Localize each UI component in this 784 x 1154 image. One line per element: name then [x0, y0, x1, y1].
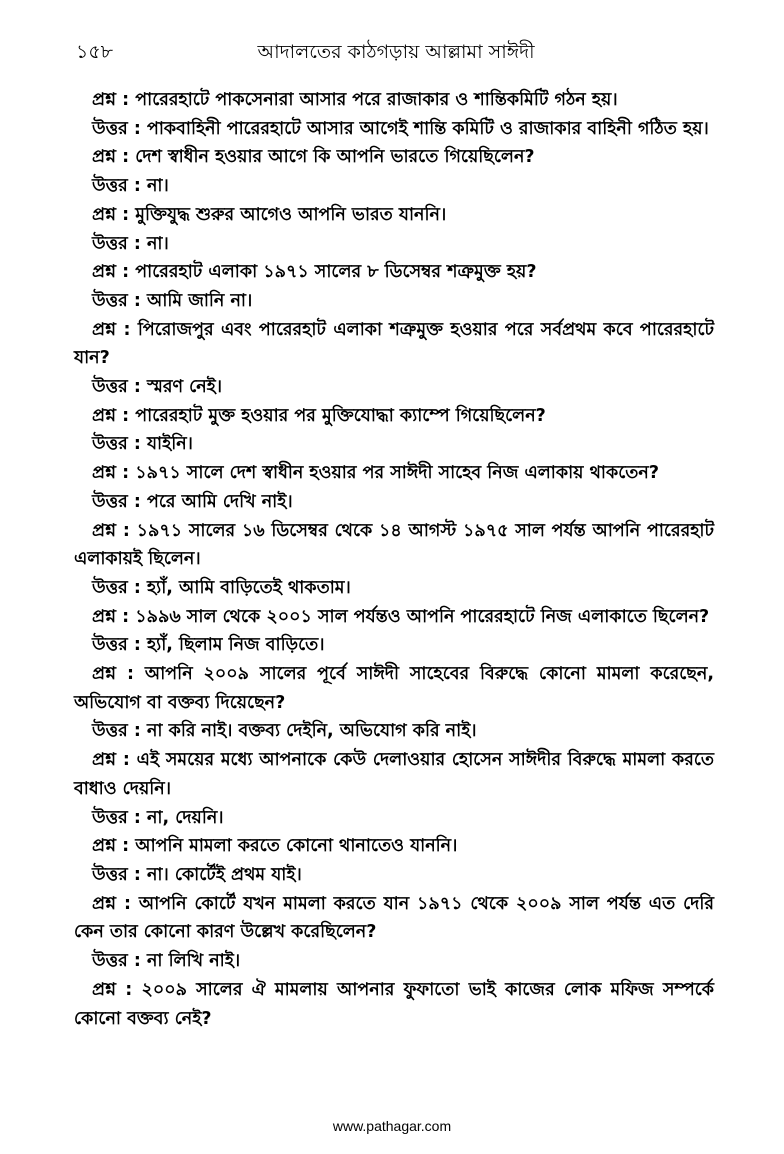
answer-line [74, 717, 714, 746]
speaker-label: উত্তর : [92, 951, 141, 972]
answer-line [74, 373, 714, 402]
speaker-label: প্রশ্ন : [92, 750, 130, 771]
speaker-label: প্রশ্ন : [92, 836, 130, 857]
line-text: স্মরণ নেই। [146, 377, 223, 398]
line-text: ১৯৭১ সালে দেশ স্বাধীন হওয়ার পর সাঈদী সাহেব নিজ এলাকায় থাকতেন? [135, 463, 659, 484]
question-line [74, 603, 714, 632]
speaker-label: প্রশ্ন : [92, 520, 130, 541]
question-line [74, 976, 714, 1033]
speaker-label: উত্তর : [92, 233, 141, 254]
line-text: পারেরহাট মুক্ত হওয়ার পর মুক্তিযোদ্ধা ক্যাম্পে গিয়েছিলেন? [135, 405, 546, 426]
speaker-label: উত্তর : [92, 377, 141, 398]
answer-line [74, 172, 714, 201]
line-text: না। কোর্টেই প্রথম যাই। [146, 864, 302, 885]
answer-line [74, 115, 714, 144]
line-text: দেশ স্বাধীন হওয়ার আগে কি আপনি ভারতে গিয়েছিলেন? [135, 147, 535, 168]
line-text: না। [146, 233, 169, 254]
line-text: হ্যাঁ, আমি বাড়িতেই থাকতাম। [146, 577, 351, 598]
question-line [74, 746, 714, 803]
line-text: পারেরহাটে পাকসেনারা আসার পরে রাজাকার ও শান্তিকমিটি গঠন হয়। [135, 90, 618, 110]
line-text: পারেরহাট এলাকা ১৯৭১ সালের ৮ ডিসেম্বর শত্রুমুক্ত হয়? [135, 262, 537, 283]
line-text: ২০০৯ সালের ঐ মামলায় আপনার ফুফাতো ভাই কাজের লোক মফিজ সম্পর্কে কোনো বক্তব্য নেই? [74, 979, 715, 1029]
page-header [76, 38, 716, 68]
footer-url: www.pathagar.com [332, 1118, 452, 1134]
answer-line [74, 574, 714, 603]
line-text: আপনি ২০০৯ সালের পূর্বে সাঈদী সাহেবের বিরুদ্ধে কোনো মামলা করেছেন, অভিযোগ বা বক্তব্য দিয়েছেন? [74, 664, 714, 713]
speaker-label: প্রশ্ন : [92, 90, 130, 110]
speaker-label: প্রশ্ন : [92, 606, 130, 627]
speaker-label: উত্তর : [92, 434, 141, 455]
speaker-label: প্রশ্ন : [92, 893, 131, 914]
question-line [74, 832, 714, 861]
speaker-label: উত্তর : [92, 577, 141, 598]
speaker-label: উত্তর : [92, 290, 141, 311]
line-text: না, দেয়নি। [146, 807, 224, 828]
question-line [74, 201, 714, 230]
answer-line [74, 947, 714, 976]
answer-line [74, 861, 714, 890]
speaker-label: প্রশ্ন : [92, 319, 131, 340]
interview-transcript [74, 86, 714, 1033]
question-line [74, 316, 714, 373]
speaker-label: উত্তর : [92, 721, 141, 742]
speaker-label: উত্তর : [92, 176, 141, 197]
speaker-label: উত্তর : [92, 864, 141, 885]
answer-line [74, 230, 714, 259]
line-text: যাইনি। [146, 434, 193, 455]
answer-line [74, 287, 714, 316]
line-text: এই সময়ের মধ্যে আপনাকে কেউ দেলাওয়ার হোসেন সাঈদীর বিরুদ্ধে মামলা করতে বাধাও দেয়নি। [74, 750, 715, 799]
speaker-label: প্রশ্ন : [92, 463, 130, 484]
line-text: না। [146, 176, 169, 197]
speaker-label: উত্তর : [92, 635, 141, 656]
question-line [74, 517, 714, 574]
line-text: আপনি কোর্টে যখন মামলা করতে যান ১৯৭১ থেকে ২০০৯ সাল পর্যন্ত এত দেরি কেন তার কোনো কারণ উল্লেখ করেছিলেন? [74, 893, 715, 943]
speaker-label: প্রশ্ন : [92, 405, 130, 426]
speaker-label: উত্তর : [92, 118, 141, 139]
line-text: আপনি মামলা করতে কোনো থানাতেও যাননি। [135, 836, 458, 857]
speaker-label: প্রশ্ন : [92, 147, 130, 168]
question-line [74, 86, 714, 115]
line-text: হ্যাঁ, ছিলাম নিজ বাড়িতে। [146, 635, 325, 656]
line-text: আমি জানি না। [146, 290, 253, 311]
answer-line [74, 804, 714, 833]
line-text: পিরোজপুর এবং পারেরহাট এলাকা শত্রুমুক্ত হওয়ার পরে সর্বপ্রথম কবে পারেরহাটে যান? [74, 319, 715, 369]
speaker-label: প্রশ্ন : [92, 204, 130, 225]
question-line [74, 890, 714, 947]
line-text: পাকবাহিনী পারেরহাটে আসার আগেই শান্তি কমিটি ও রাজাকার বাহিনী গঠিত হয়। [146, 118, 709, 139]
page-number: ১৫৮ [76, 41, 113, 63]
question-line [74, 143, 714, 172]
speaker-label: প্রশ্ন : [92, 979, 133, 1000]
speaker-label: উত্তর : [92, 807, 141, 828]
question-line [74, 660, 714, 717]
speaker-label: প্রশ্ন : [92, 664, 134, 685]
answer-line [74, 430, 714, 459]
line-text: না লিখি নাই। [146, 951, 241, 972]
line-text: ১৯৭১ সালের ১৬ ডিসেম্বর থেকে ১৪ আগস্ট ১৯৭৫ সাল পর্যন্ত আপনি পারেরহাট এলাকায়ই ছিলেন। [74, 520, 715, 570]
line-text: না করি নাই। বক্তব্য দেইনি, অভিযোগ করি নাই। [146, 721, 477, 742]
question-line [74, 258, 714, 287]
line-text: পরে আমি দেখি নাই। [146, 491, 293, 512]
line-text: ১৯৯৬ সাল থেকে ২০০১ সাল পর্যন্তও আপনি পারেরহাটে নিজ এলাকাতে ছিলেন? [135, 606, 710, 627]
line-text: মুক্তিযুদ্ধ শুরুর আগেও আপনি ভারত যাননি। [135, 204, 447, 225]
speaker-label: উত্তর : [92, 491, 141, 512]
running-title: আদালতের কাঠগড়ায় আল্লামা সাঈদী [257, 41, 535, 63]
question-line [74, 459, 714, 488]
answer-line [74, 488, 714, 517]
speaker-label: প্রশ্ন : [92, 262, 130, 283]
question-line [74, 402, 714, 431]
answer-line [74, 631, 714, 660]
